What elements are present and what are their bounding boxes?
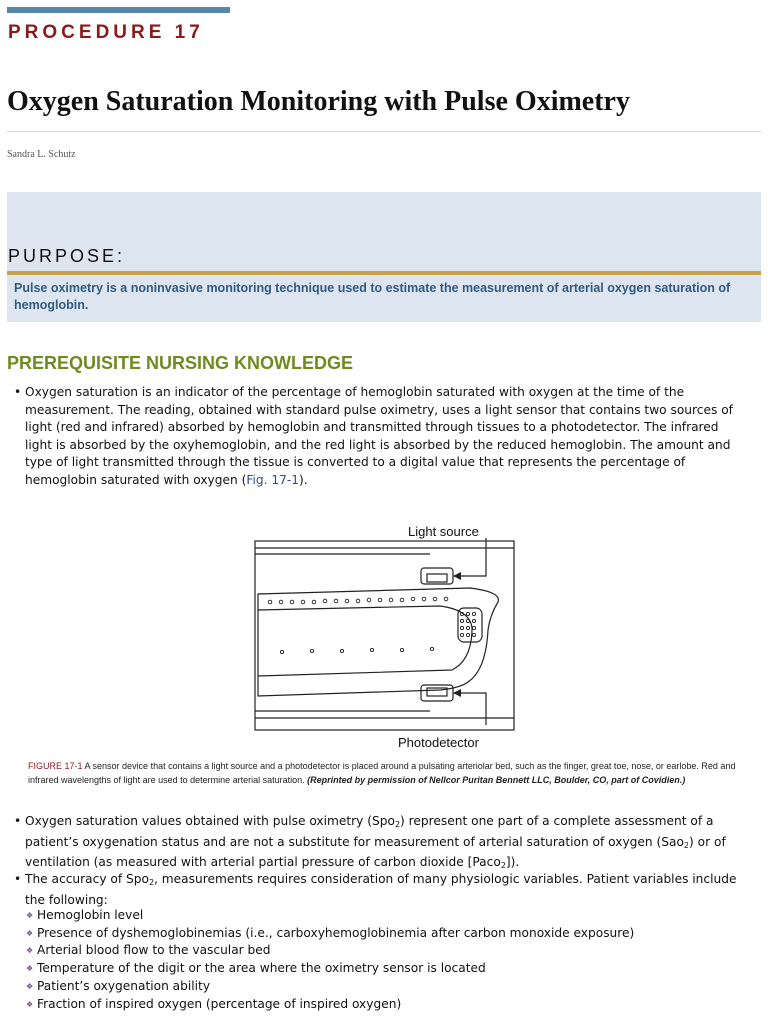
figure-caption-text: A sensor device that contains a light source and a photodetector is placed around a pulsating arteriolar bed, such as the finger, great toe, nose, or earlobe. Red and infrared wavelengths of light are used to determine arterial saturation. — [28, 761, 736, 785]
purpose-text: Pulse oximetry is a noninvasive monitoring technique used to estimate the measurement of arterial oxygen saturation of hemoglobin. — [14, 281, 731, 312]
figure-caption — [28, 759, 748, 787]
list-item: ❖ Fraction of inspired oxygen (percentage of inspired oxygen) — [26, 996, 746, 1014]
diamond-bullet-icon: ❖ — [26, 964, 34, 974]
arrowhead — [453, 572, 461, 580]
diamond-bullet-icon: ❖ — [26, 911, 34, 920]
title-divider — [7, 131, 761, 132]
patient-variables-list — [26, 907, 746, 1013]
figure-link[interactable]: Fig. 17-1 — [246, 472, 300, 487]
light-source-leader — [453, 538, 486, 576]
paragraph-oxygen-saturation: • Oxygen saturation is an indicator of the percentage of hemoglobin saturated with oxygen at the time of the measurement. The reading, obtained with standard pulse oximetry, uses a light sensor that contains two sources of light (red and infrared) absorbed by hemoglobin and transmitted through tissues to a photodetector. The infrared light is absorbed by the oxyhemoglobin, and the red light is absorbed by the reduced hemoglobin. The amount and type of light transmitted through the tissue is converted to a digital value that represents the percentage of hemoglobin saturated with oxygen (Fig. 17-1). — [14, 385, 733, 487]
diamond-bullet-icon: ❖ — [26, 928, 34, 938]
section-heading-prerequisite: PREREQUISITE NURSING KNOWLEDGE — [7, 353, 354, 373]
procedure-number: PROCEDURE 17 — [8, 22, 204, 43]
diamond-bullet-icon: ❖ — [26, 999, 34, 1009]
list-item: ❖ Temperature of the digit or the area where the oximetry sensor is located — [26, 960, 746, 978]
paragraph-spo2-accuracy: • The accuracy of Spo$_2$, measurements requires consideration of many physiologic variables. Patient variables include the following: — [14, 872, 737, 907]
page-title: Oxygen Saturation Monitoring with Pulse Oximetry — [7, 86, 630, 117]
figure-caption-credit: (Reprinted by permission of Nellcor Puritan Bennett LLC, Boulder, CO, part of Covidien.) — [307, 775, 686, 785]
diamond-bullet-icon: ❖ — [26, 946, 34, 956]
photodetector-leader — [453, 693, 486, 725]
arrowhead — [453, 689, 461, 697]
list-item: ❖ Patient’s oxygenation ability — [26, 978, 746, 996]
label-light-source: Light source — [408, 524, 479, 539]
bullet: • — [14, 814, 22, 828]
figure-17-1 — [240, 520, 530, 752]
list-item: ❖ Hemoglobin level — [26, 907, 746, 925]
author: Sandra L. Schutz — [7, 149, 76, 160]
diamond-bullet-icon: ❖ — [26, 981, 34, 991]
purpose-heading: PURPOSE: — [8, 246, 126, 266]
label-photodetector: Photodetector — [398, 735, 479, 750]
figure-caption-label: FIGURE 17-1 — [28, 761, 83, 771]
list-item: ❖ Presence of dyshemoglobinemias (i.e., carboxyhemoglobinemia after carbon monoxide exposure) — [26, 925, 746, 943]
paragraph-spo2-assessment: • Oxygen saturation values obtained with pulse oximetry (Spo$_2$) represent one part of a complete assessment of a patient’s oxygenation status and are not a substitute for measurement of arterial saturation of oxygen (Sao$_2$) or of ventilation (as measured with arterial partial pressure of carbon dioxide [Paco$_2$]). — [14, 814, 726, 871]
header-accent-bar — [7, 7, 230, 13]
list-item: ❖ Arterial blood flow to the vascular bed — [26, 942, 746, 960]
pulse-oximeter-diagram — [240, 520, 530, 752]
bullet: • — [14, 385, 22, 399]
purpose-divider — [7, 271, 761, 275]
bullet: • — [14, 872, 22, 886]
